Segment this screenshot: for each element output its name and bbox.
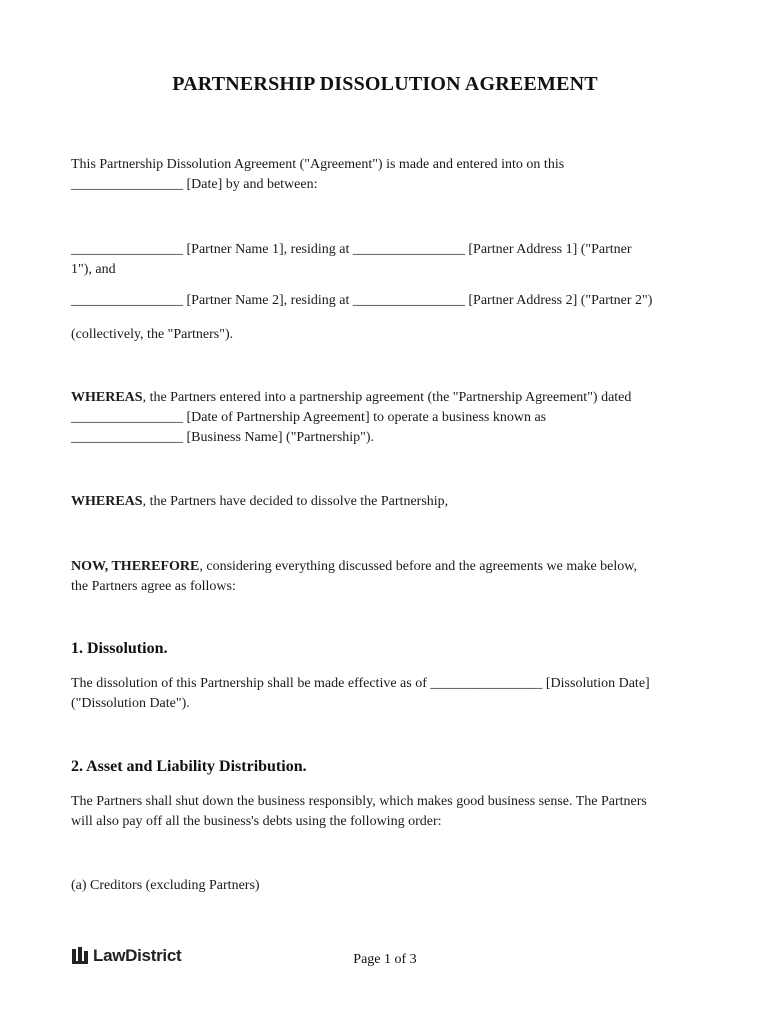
section1-line: ("Dissolution Date"). [71,696,190,711]
now-therefore-paragraph [71,557,701,597]
section2-heading: 2. Asset and Liability Distribution. [71,758,307,775]
list-item-text: (a) Creditors (excluding Partners) [71,878,260,893]
page-number: Page 1 of 3 [353,952,417,967]
brand-name: LawDistrict [93,946,182,965]
partner1-paragraph [71,240,701,280]
partner1-line: ________________ [Partner Name 1], residing at ________________ [Partner Address 1] ("Partner [71,242,632,257]
section2-line: will also pay off all the business's debts using the following order: [71,814,442,829]
collectively-paragraph [71,325,701,345]
now-therefore-line: the Partners agree as follows: [71,579,236,594]
section2-paragraph [71,792,701,832]
partner2-line: ________________ [Partner Name 2], residing at ________________ [Partner Address 2] ("Partner 2") [71,293,653,308]
section1-paragraph [71,674,701,714]
intro-paragraph [71,155,701,195]
partner2-paragraph [71,291,701,311]
section2-line: The Partners shall shut down the business responsibly, which makes good business sense. The Partners [71,794,647,809]
section1-heading: 1. Dissolution. [71,640,168,657]
now-therefore-label: NOW, THEREFORE [71,559,200,574]
collectively-line: (collectively, the "Partners"). [71,327,234,342]
whereas2-line [71,492,701,512]
whereas-label: WHEREAS [71,390,143,405]
whereas1-line [71,388,701,408]
partner1-line: 1"), and [71,262,116,277]
whereas2-paragraph [71,492,701,512]
whereas1-paragraph [71,388,701,448]
list-item-a [71,876,701,896]
whereas1-line: ________________ [Date of Partnership Agreement] to operate a business known as [71,410,547,425]
whereas1-text: , the Partners entered into a partnership agreement (the "Partnership Agreement") dated [142,390,632,405]
intro-line: ________________ [Date] by and between: [71,177,318,192]
whereas2-text: , the Partners have decided to dissolve the Partnership, [142,494,449,509]
whereas-label: WHEREAS [71,494,143,509]
now-therefore-line [71,557,701,577]
intro-line: This Partnership Dissolution Agreement ("Agreement") is made and entered into on this [71,157,565,172]
now-therefore-text: , considering everything discussed before and the agreements we make below, [199,559,637,574]
whereas1-line: ________________ [Business Name] ("Partnership"). [71,430,375,445]
document-title: PARTNERSHIP DISSOLUTION AGREEMENT [172,73,598,95]
section1-line: The dissolution of this Partnership shall be made effective as of ________________ [Dissolution Date] [71,676,650,691]
